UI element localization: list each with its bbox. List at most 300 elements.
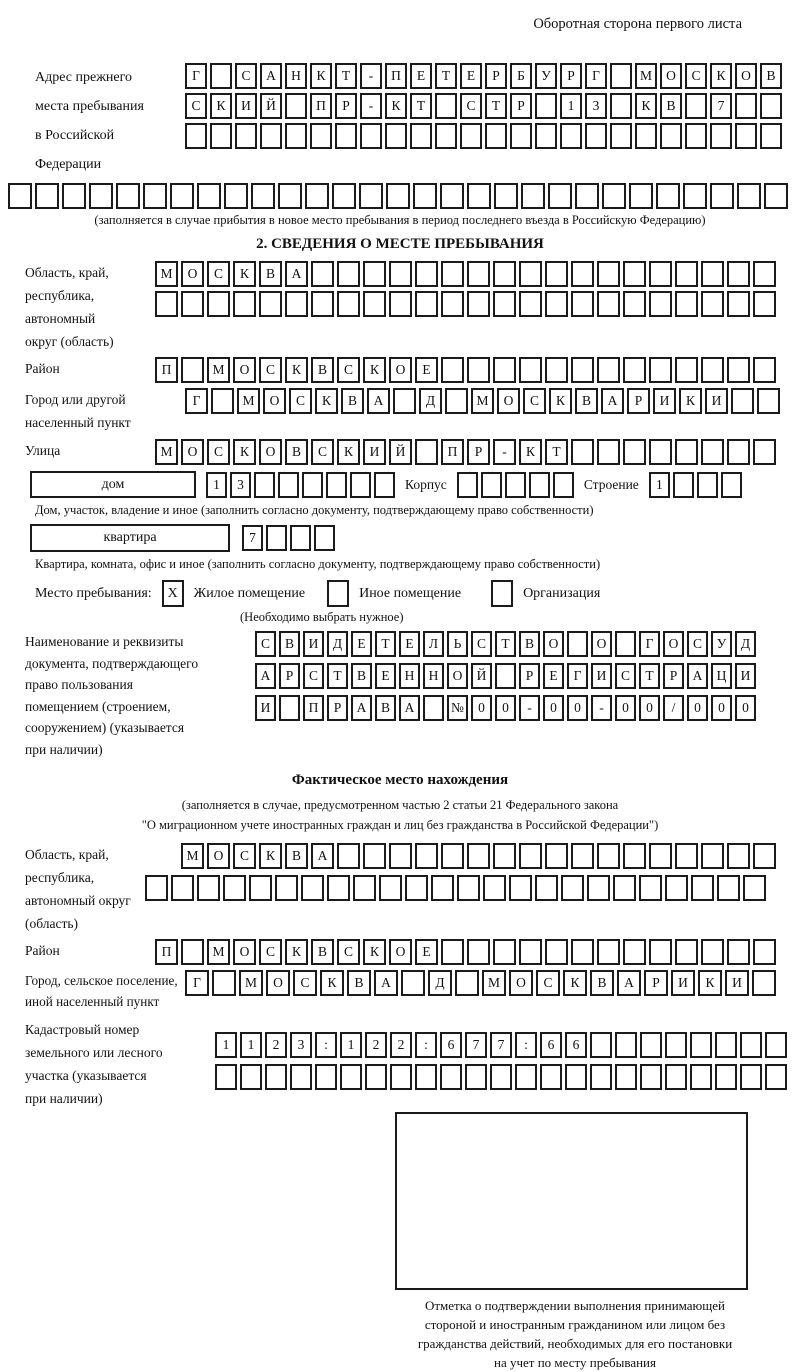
char-cell[interactable] [445,388,468,414]
char-cell[interactable] [363,843,386,869]
char-cell[interactable] [279,695,300,721]
char-cell[interactable]: - [591,695,612,721]
char-cell[interactable]: Г [567,663,588,689]
char-cell[interactable] [753,939,776,965]
char-cell[interactable] [623,939,646,965]
char-cell[interactable] [597,261,620,287]
char-cell[interactable] [649,439,672,465]
char-cell[interactable]: А [617,970,641,996]
char-cell[interactable]: С [289,388,312,414]
char-cell[interactable]: 0 [615,695,636,721]
char-cell[interactable]: 6 [540,1032,562,1058]
char-cell[interactable]: А [367,388,390,414]
kvartira-type-box[interactable]: квартира [30,524,230,552]
char-cell[interactable]: С [615,663,636,689]
char-cell[interactable] [311,261,334,287]
char-cell[interactable] [441,939,464,965]
char-cell[interactable] [415,291,438,317]
char-cell[interactable] [143,183,167,209]
char-cell[interactable] [701,939,724,965]
char-cell[interactable] [753,291,776,317]
char-cell[interactable] [710,123,732,149]
char-cell[interactable]: О [181,261,204,287]
char-cell[interactable]: С [536,970,560,996]
char-cell[interactable]: № [447,695,468,721]
char-cell[interactable] [740,1064,762,1090]
char-cell[interactable]: С [471,631,492,657]
char-cell[interactable] [314,525,335,551]
char-cell[interactable] [665,875,688,901]
char-cell[interactable] [467,291,490,317]
char-cell[interactable]: / [663,695,684,721]
char-cell[interactable] [212,970,236,996]
char-cell[interactable]: С [207,261,230,287]
char-cell[interactable] [155,291,178,317]
char-cell[interactable] [440,1064,462,1090]
char-cell[interactable]: И [235,93,257,119]
char-cell[interactable] [493,939,516,965]
char-cell[interactable] [290,525,311,551]
char-cell[interactable]: С [687,631,708,657]
char-cell[interactable] [285,93,307,119]
char-cell[interactable] [548,183,572,209]
char-cell[interactable]: В [259,261,282,287]
char-cell[interactable] [413,183,437,209]
char-cell[interactable]: - [360,63,382,89]
dom-type-box[interactable]: дом [30,471,196,498]
char-cell[interactable] [735,93,757,119]
char-cell[interactable] [457,875,480,901]
char-cell[interactable]: К [210,93,232,119]
char-cell[interactable]: И [705,388,728,414]
char-cell[interactable]: Г [185,970,209,996]
char-cell[interactable]: 3 [585,93,607,119]
char-cell[interactable] [685,123,707,149]
char-cell[interactable]: П [385,63,407,89]
char-cell[interactable]: В [351,663,372,689]
char-cell[interactable]: Р [644,970,668,996]
char-cell[interactable] [481,472,502,498]
char-cell[interactable] [457,472,478,498]
char-cell[interactable] [735,123,757,149]
char-cell[interactable] [8,183,32,209]
char-cell[interactable] [493,357,516,383]
char-cell[interactable]: П [310,93,332,119]
char-cell[interactable] [727,843,750,869]
char-cell[interactable]: Д [327,631,348,657]
char-cell[interactable]: Й [260,93,282,119]
char-cell[interactable]: В [341,388,364,414]
char-cell[interactable]: И [591,663,612,689]
char-cell[interactable]: В [347,970,371,996]
char-cell[interactable]: И [303,631,324,657]
char-cell[interactable] [710,183,734,209]
char-cell[interactable] [571,439,594,465]
char-cell[interactable]: С [207,439,230,465]
char-cell[interactable]: А [255,663,276,689]
char-cell[interactable]: С [311,439,334,465]
char-cell[interactable] [431,875,454,901]
char-cell[interactable]: Г [185,63,207,89]
char-cell[interactable]: С [259,357,282,383]
char-cell[interactable]: 1 [206,472,227,498]
char-cell[interactable]: Л [423,631,444,657]
char-cell[interactable]: К [337,439,360,465]
char-cell[interactable]: И [735,663,756,689]
char-cell[interactable]: М [181,843,204,869]
char-cell[interactable] [623,357,646,383]
char-cell[interactable]: Т [485,93,507,119]
char-cell[interactable]: 1 [215,1032,237,1058]
char-cell[interactable] [302,472,323,498]
char-cell[interactable]: С [255,631,276,657]
char-cell[interactable]: В [760,63,782,89]
char-cell[interactable]: 3 [230,472,251,498]
char-cell[interactable] [753,261,776,287]
char-cell[interactable] [521,183,545,209]
char-cell[interactable] [753,843,776,869]
char-cell[interactable]: - [519,695,540,721]
zhiloe-checkbox[interactable]: X [162,580,184,607]
char-cell[interactable] [535,875,558,901]
char-cell[interactable] [701,261,724,287]
char-cell[interactable] [701,357,724,383]
char-cell[interactable]: К [315,388,338,414]
char-cell[interactable]: 0 [495,695,516,721]
char-cell[interactable] [494,183,518,209]
char-cell[interactable]: Е [460,63,482,89]
char-cell[interactable] [365,1064,387,1090]
char-cell[interactable]: А [351,695,372,721]
char-cell[interactable] [441,357,464,383]
char-cell[interactable]: 7 [710,93,732,119]
char-cell[interactable]: М [237,388,260,414]
char-cell[interactable]: 0 [687,695,708,721]
char-cell[interactable] [535,93,557,119]
char-cell[interactable]: К [310,63,332,89]
char-cell[interactable] [493,843,516,869]
char-cell[interactable]: А [399,695,420,721]
char-cell[interactable]: Д [428,970,452,996]
char-cell[interactable]: Р [485,63,507,89]
char-cell[interactable]: С [685,63,707,89]
char-cell[interactable]: К [233,439,256,465]
char-cell[interactable]: О [497,388,520,414]
char-cell[interactable]: В [575,388,598,414]
char-cell[interactable] [405,875,428,901]
char-cell[interactable] [337,261,360,287]
char-cell[interactable] [760,123,782,149]
char-cell[interactable]: В [285,843,308,869]
char-cell[interactable]: - [360,93,382,119]
char-cell[interactable] [690,1032,712,1058]
char-cell[interactable] [340,1064,362,1090]
char-cell[interactable]: М [207,357,230,383]
char-cell[interactable] [721,472,742,498]
char-cell[interactable]: К [635,93,657,119]
char-cell[interactable] [575,183,599,209]
char-cell[interactable] [675,439,698,465]
char-cell[interactable] [285,123,307,149]
char-cell[interactable]: 2 [390,1032,412,1058]
char-cell[interactable] [623,261,646,287]
char-cell[interactable] [623,843,646,869]
char-cell[interactable] [315,1064,337,1090]
char-cell[interactable]: Н [285,63,307,89]
char-cell[interactable] [278,472,299,498]
char-cell[interactable] [587,875,610,901]
char-cell[interactable] [210,123,232,149]
char-cell[interactable] [649,261,672,287]
char-cell[interactable] [260,123,282,149]
char-cell[interactable]: О [447,663,468,689]
char-cell[interactable]: С [259,939,282,965]
char-cell[interactable]: 7 [490,1032,512,1058]
char-cell[interactable]: В [660,93,682,119]
char-cell[interactable]: 6 [440,1032,462,1058]
char-cell[interactable] [401,970,425,996]
char-cell[interactable]: А [687,663,708,689]
char-cell[interactable] [540,1064,562,1090]
char-cell[interactable]: С [337,357,360,383]
char-cell[interactable] [615,631,636,657]
char-cell[interactable] [697,472,718,498]
char-cell[interactable] [545,939,568,965]
char-cell[interactable]: К [320,970,344,996]
char-cell[interactable]: К [563,970,587,996]
char-cell[interactable]: Д [419,388,442,414]
char-cell[interactable] [545,261,568,287]
char-cell[interactable] [435,93,457,119]
char-cell[interactable] [290,1064,312,1090]
char-cell[interactable] [35,183,59,209]
char-cell[interactable]: К [549,388,572,414]
char-cell[interactable] [145,875,168,901]
char-cell[interactable]: М [471,388,494,414]
char-cell[interactable] [210,63,232,89]
char-cell[interactable] [656,183,680,209]
char-cell[interactable]: М [155,439,178,465]
char-cell[interactable] [752,970,776,996]
char-cell[interactable] [690,1064,712,1090]
char-cell[interactable]: О [591,631,612,657]
char-cell[interactable]: 1 [649,472,670,498]
char-cell[interactable] [374,472,395,498]
char-cell[interactable] [181,291,204,317]
char-cell[interactable] [311,291,334,317]
char-cell[interactable]: И [725,970,749,996]
char-cell[interactable]: С [337,939,360,965]
char-cell[interactable] [181,939,204,965]
char-cell[interactable] [649,357,672,383]
char-cell[interactable] [441,291,464,317]
char-cell[interactable] [510,123,532,149]
char-cell[interactable] [640,1032,662,1058]
char-cell[interactable]: К [363,357,386,383]
char-cell[interactable] [467,261,490,287]
char-cell[interactable] [675,843,698,869]
char-cell[interactable] [561,875,584,901]
char-cell[interactable] [275,875,298,901]
char-cell[interactable] [597,939,620,965]
char-cell[interactable] [415,261,438,287]
char-cell[interactable]: Р [327,695,348,721]
char-cell[interactable] [493,291,516,317]
char-cell[interactable] [585,123,607,149]
char-cell[interactable] [519,261,542,287]
char-cell[interactable] [505,472,526,498]
char-cell[interactable] [560,123,582,149]
char-cell[interactable] [610,63,632,89]
char-cell[interactable] [379,875,402,901]
char-cell[interactable] [350,472,371,498]
char-cell[interactable]: 0 [567,695,588,721]
char-cell[interactable] [285,291,308,317]
char-cell[interactable] [740,1032,762,1058]
char-cell[interactable]: С [233,843,256,869]
char-cell[interactable] [673,472,694,498]
char-cell[interactable] [390,1064,412,1090]
char-cell[interactable]: Ь [447,631,468,657]
char-cell[interactable] [185,123,207,149]
char-cell[interactable]: К [710,63,732,89]
char-cell[interactable]: Р [467,439,490,465]
char-cell[interactable]: : [315,1032,337,1058]
char-cell[interactable] [649,939,672,965]
char-cell[interactable] [545,843,568,869]
char-cell[interactable]: М [635,63,657,89]
char-cell[interactable]: Г [185,388,208,414]
char-cell[interactable]: И [653,388,676,414]
char-cell[interactable] [535,123,557,149]
char-cell[interactable] [251,183,275,209]
char-cell[interactable]: К [385,93,407,119]
char-cell[interactable] [266,525,287,551]
char-cell[interactable] [743,875,766,901]
char-cell[interactable]: К [363,939,386,965]
char-cell[interactable]: Е [415,939,438,965]
char-cell[interactable] [727,291,750,317]
char-cell[interactable] [545,357,568,383]
char-cell[interactable] [597,291,620,317]
char-cell[interactable]: 2 [265,1032,287,1058]
char-cell[interactable] [410,123,432,149]
char-cell[interactable]: Р [627,388,650,414]
char-cell[interactable] [691,875,714,901]
char-cell[interactable] [223,875,246,901]
char-cell[interactable] [610,123,632,149]
char-cell[interactable] [467,843,490,869]
char-cell[interactable] [423,695,444,721]
char-cell[interactable]: Р [663,663,684,689]
char-cell[interactable] [640,1064,662,1090]
char-cell[interactable] [327,875,350,901]
char-cell[interactable]: С [235,63,257,89]
char-cell[interactable]: П [441,439,464,465]
char-cell[interactable]: Р [279,663,300,689]
char-cell[interactable] [386,183,410,209]
char-cell[interactable]: М [482,970,506,996]
char-cell[interactable] [116,183,140,209]
char-cell[interactable] [727,939,750,965]
char-cell[interactable] [363,291,386,317]
char-cell[interactable] [455,970,479,996]
char-cell[interactable] [649,291,672,317]
char-cell[interactable] [590,1032,612,1058]
char-cell[interactable] [565,1064,587,1090]
char-cell[interactable] [727,261,750,287]
char-cell[interactable]: К [519,439,542,465]
char-cell[interactable] [170,183,194,209]
char-cell[interactable] [639,875,662,901]
char-cell[interactable] [389,261,412,287]
char-cell[interactable]: С [523,388,546,414]
char-cell[interactable] [197,875,220,901]
char-cell[interactable]: 1 [560,93,582,119]
char-cell[interactable] [623,439,646,465]
char-cell[interactable] [615,1064,637,1090]
char-cell[interactable]: Р [519,663,540,689]
char-cell[interactable]: О [735,63,757,89]
char-cell[interactable]: О [389,939,412,965]
char-cell[interactable]: М [207,939,230,965]
char-cell[interactable] [519,357,542,383]
char-cell[interactable] [715,1064,737,1090]
char-cell[interactable] [360,123,382,149]
char-cell[interactable] [211,388,234,414]
char-cell[interactable] [675,291,698,317]
char-cell[interactable]: О [181,439,204,465]
char-cell[interactable] [764,183,788,209]
char-cell[interactable] [305,183,329,209]
char-cell[interactable]: 0 [735,695,756,721]
char-cell[interactable]: Г [639,631,660,657]
char-cell[interactable] [353,875,376,901]
char-cell[interactable] [415,439,438,465]
char-cell[interactable]: Т [410,93,432,119]
char-cell[interactable]: У [535,63,557,89]
char-cell[interactable] [215,1064,237,1090]
char-cell[interactable]: П [303,695,324,721]
char-cell[interactable]: Н [399,663,420,689]
char-cell[interactable] [259,291,282,317]
char-cell[interactable]: Р [510,93,532,119]
char-cell[interactable]: Й [471,663,492,689]
char-cell[interactable]: И [363,439,386,465]
char-cell[interactable]: А [285,261,308,287]
char-cell[interactable]: Е [351,631,372,657]
char-cell[interactable] [467,939,490,965]
char-cell[interactable]: М [155,261,178,287]
char-cell[interactable]: У [711,631,732,657]
char-cell[interactable] [615,1032,637,1058]
char-cell[interactable] [727,439,750,465]
char-cell[interactable] [649,843,672,869]
char-cell[interactable]: К [679,388,702,414]
char-cell[interactable] [519,939,542,965]
char-cell[interactable]: О [233,357,256,383]
char-cell[interactable] [197,183,221,209]
char-cell[interactable] [332,183,356,209]
char-cell[interactable]: 0 [543,695,564,721]
char-cell[interactable] [675,357,698,383]
char-cell[interactable]: 2 [365,1032,387,1058]
char-cell[interactable] [519,291,542,317]
char-cell[interactable] [675,261,698,287]
char-cell[interactable]: П [155,939,178,965]
char-cell[interactable]: С [185,93,207,119]
char-cell[interactable]: Й [389,439,412,465]
